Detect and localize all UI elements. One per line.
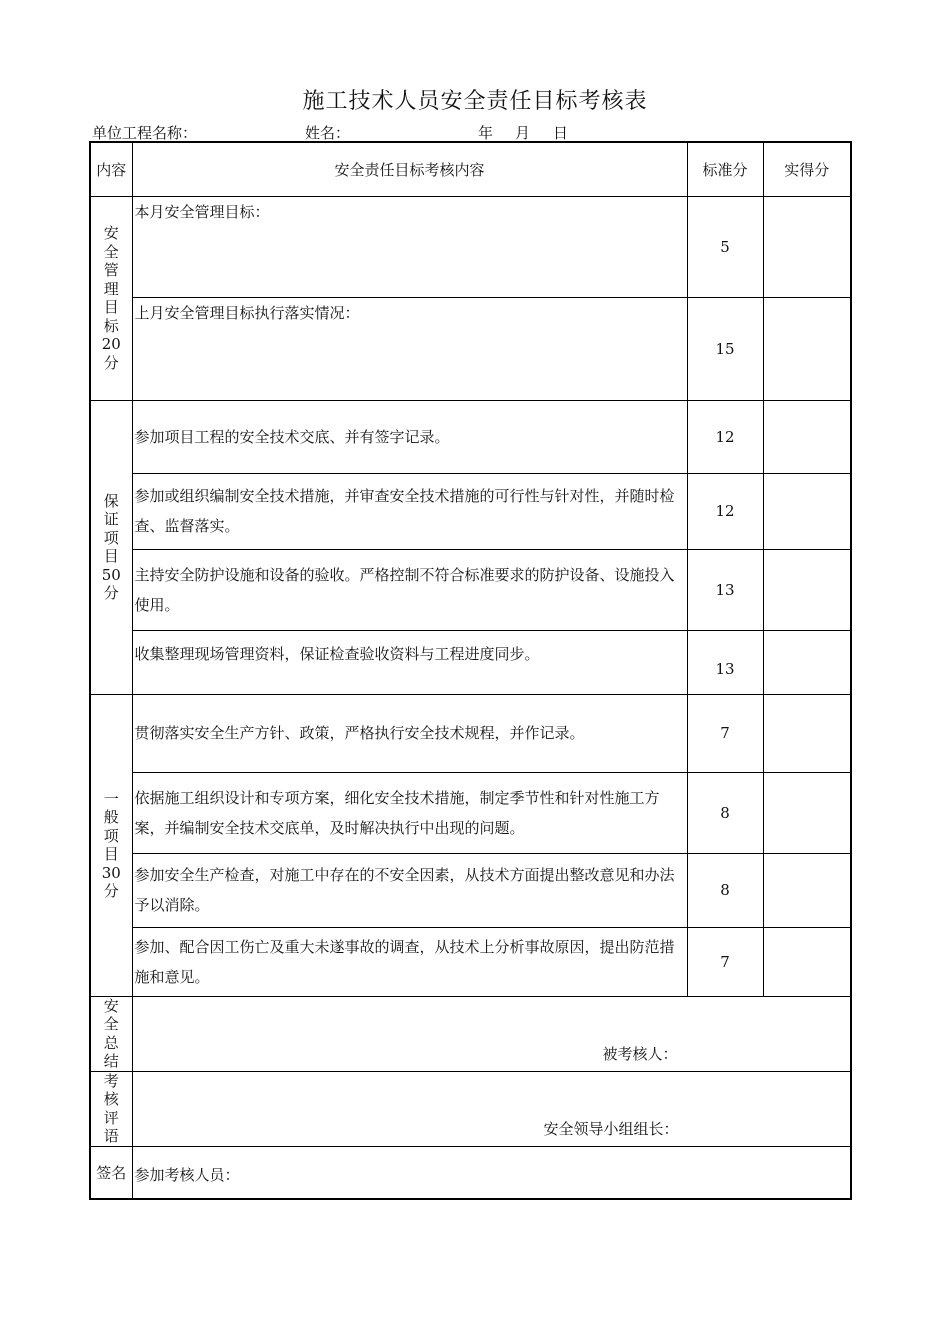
item-text: 参加或组织编制安全技术措施，并审查安全技术措施的可行性与针对性，并随时检查、监督落实。 — [132, 473, 687, 549]
standard-score: 7 — [687, 927, 763, 996]
sign-label: 签名 — [90, 1146, 132, 1199]
col-header-content: 安全责任目标考核内容 — [132, 142, 687, 196]
col-header-category: 内容 — [90, 142, 132, 196]
year-label: 年 — [478, 124, 494, 142]
item-text: 贯彻落实安全生产方针、政策，严格执行安全技术规程，并作记录。 — [132, 694, 687, 772]
standard-score: 13 — [687, 549, 763, 630]
actual-score-cell[interactable] — [763, 196, 851, 297]
item-text: 参加项目工程的安全技术交底、并有签字记录。 — [132, 400, 687, 473]
summary-row — [90, 996, 851, 1071]
item-text: 收集整理现场管理资料，保证检查验收资料与工程进度同步。 — [132, 630, 687, 694]
table-row — [90, 927, 851, 996]
name-label: 姓名： — [305, 124, 351, 142]
standard-score: 8 — [687, 853, 763, 927]
col-header-actual: 实得分 — [763, 142, 851, 196]
month-label: 月 — [515, 124, 531, 142]
table-row — [90, 473, 851, 549]
table-row — [90, 694, 851, 772]
summary-cell[interactable] — [132, 996, 851, 1071]
table-row — [90, 630, 851, 694]
day-label: 日 — [553, 124, 569, 142]
actual-score-cell[interactable] — [763, 473, 851, 549]
table-row — [90, 196, 851, 297]
actual-score-cell[interactable] — [763, 549, 851, 630]
standard-score: 15 — [687, 297, 763, 400]
table-row — [90, 297, 851, 400]
table-row — [90, 853, 851, 927]
unit-name-label: 单位工程名称： — [92, 124, 198, 142]
actual-score-cell[interactable] — [763, 927, 851, 996]
actual-score-cell[interactable] — [763, 297, 851, 400]
item-text: 主持安全防护设施和设备的验收。严格控制不符合标准要求的防护设备、设施投入使用。 — [132, 549, 687, 630]
review-cell[interactable] — [132, 1071, 851, 1146]
item-text: 参加安全生产检查，对施工中存在的不安全因素，从技术方面提出整改意见和办法予以消除。 — [132, 853, 687, 927]
section-label: 一般项目30分 — [90, 694, 132, 996]
table-row — [90, 549, 851, 630]
standard-score: 5 — [687, 196, 763, 297]
summary-label: 安全总结 — [90, 996, 132, 1071]
item-text: 依据施工组织设计和专项方案，细化安全技术措施，制定季节性和针对性施工方案，并编制安全技术交底单，及时解决执行中出现的问题。 — [132, 772, 687, 853]
col-header-standard: 标准分 — [687, 142, 763, 196]
sign-cell[interactable]: 参加考核人员： — [132, 1146, 851, 1199]
table-row — [90, 772, 851, 853]
actual-score-cell[interactable] — [763, 630, 851, 694]
standard-score: 13 — [687, 630, 763, 694]
page-title: 施工技术人员安全责任目标考核表 — [302, 89, 648, 114]
actual-score-cell[interactable] — [763, 400, 851, 473]
assessment-table — [89, 141, 852, 1200]
item-text: 本月安全管理目标： — [132, 196, 687, 297]
actual-score-cell[interactable] — [763, 694, 851, 772]
sign-row — [90, 1146, 851, 1199]
leader-signer-label: 安全领导小组组长： — [543, 1119, 679, 1138]
section-label: 安全管理目标20分 — [90, 196, 132, 400]
actual-score-cell[interactable] — [763, 853, 851, 927]
review-label: 考核评语 — [90, 1071, 132, 1146]
reviewee-signer-label: 被考核人： — [602, 1044, 678, 1063]
standard-score: 12 — [687, 473, 763, 549]
standard-score: 8 — [687, 772, 763, 853]
table-row — [90, 400, 851, 473]
section-label: 保证项目50分 — [90, 400, 132, 694]
item-text: 参加、配合因工伤亡及重大未遂事故的调查，从技术上分析事故原因，提出防范措施和意见。 — [132, 927, 687, 996]
actual-score-cell[interactable] — [763, 772, 851, 853]
standard-score: 12 — [687, 400, 763, 473]
table-header-row — [90, 142, 851, 196]
item-text: 上月安全管理目标执行落实情况： — [132, 297, 687, 400]
standard-score: 7 — [687, 694, 763, 772]
review-row — [90, 1071, 851, 1146]
